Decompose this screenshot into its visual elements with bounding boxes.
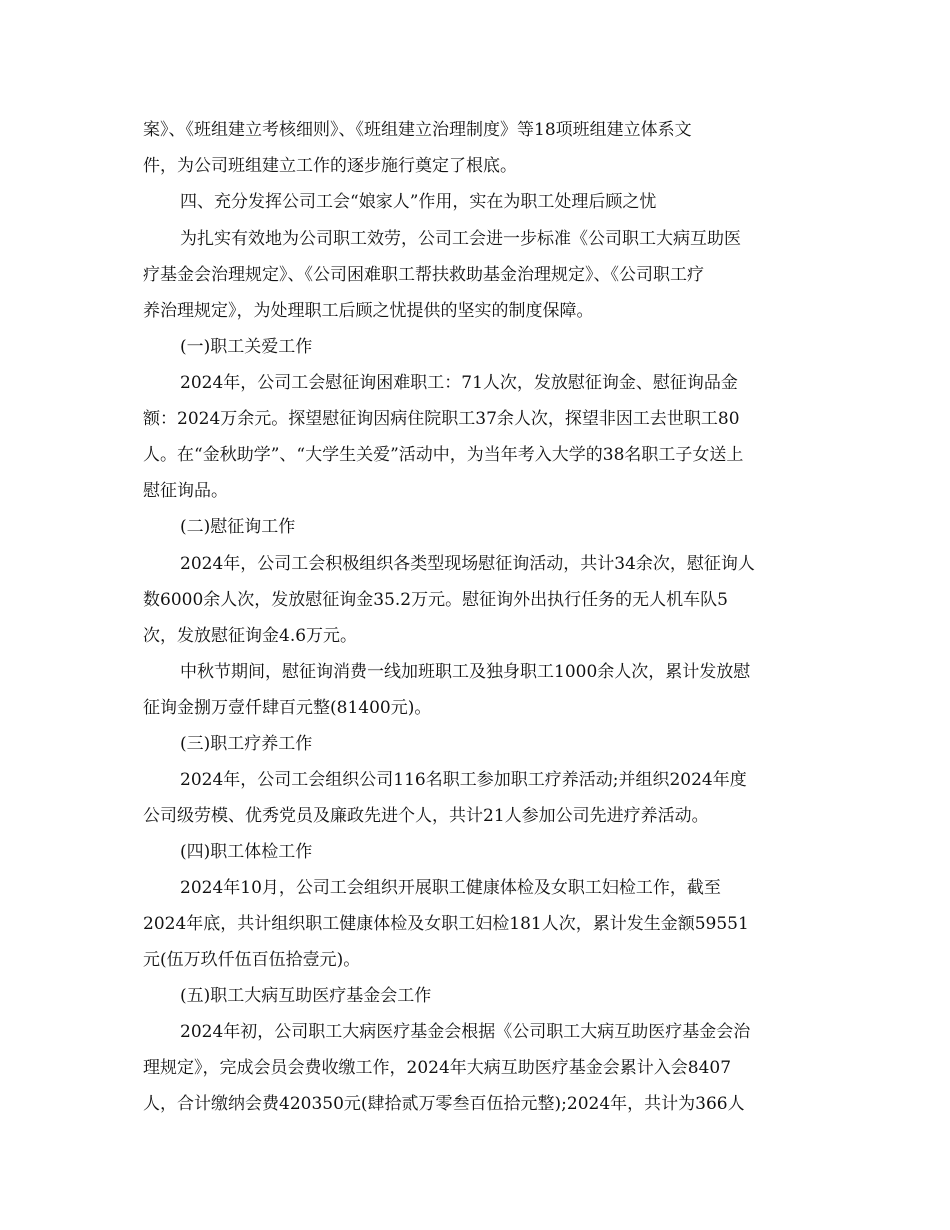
text-line [0,437,950,473]
text-line [0,1014,950,1050]
subsection-heading [0,509,950,545]
text-line [0,473,950,509]
line-text: 养治理规定》，为处理职工后顾之忧提供的坚实的制度保障。 [143,301,594,321]
heading-text: (三)职工疗养工作 [180,734,313,754]
text-line [0,1086,950,1122]
line-text: 2024年底，共计组织职工健康体检及女职工妇检181人次，累计发生金额59551 [143,914,749,934]
section-heading [0,184,950,220]
text-line [0,257,950,293]
text-line [0,365,950,401]
line-text: 2024年，公司工会组织公司116名职工参加职工疗养活动;并组织2024年度 [180,770,747,790]
text-line [0,1050,950,1086]
line-text: 2024年初，公司职工大病医疗基金会根据《公司职工大病互助医疗基金会治 [180,1022,751,1042]
text-line [0,654,950,690]
heading-text: (一)职工关爱工作 [180,337,313,357]
line-text: 2024年，公司工会积极组织各类型现场慰征询活动，共计34余次，慰征询人 [180,554,755,574]
line-text: 2024年，公司工会慰征询困难职工：71人次，发放慰征询金、慰征询品金 [180,373,738,393]
line-text: 额：2024万余元。探望慰征询因病住院职工37余人次，探望非因工去世职工80 [143,409,740,429]
line-text: 次，发放慰征询金4.6万元。 [143,626,358,646]
text-line [0,762,950,798]
text-line [0,906,950,942]
text-line [0,546,950,582]
text-line [0,582,950,618]
text-line [0,690,950,726]
line-text: 人。在“金秋助学”、“大学生关爱”活动中，为当年考入大学的38名职工子女送上 [143,445,744,465]
subsection-heading [0,834,950,870]
line-text: 疗基金会治理规定》、《公司困难职工帮扶救助基金治理规定》、《公司职工疗 [143,265,704,285]
line-text: 征询金捌万壹仟肆百元整(81400元)。 [143,698,432,718]
heading-text: 四、充分发挥公司工会“娘家人”作用，实在为职工处理后顾之忧 [180,192,657,212]
heading-text: (二)慰征询工作 [180,517,296,537]
text-line [0,221,950,257]
heading-text: (四)职工体检工作 [180,842,313,862]
line-text: 中秋节期间，慰征询消费一线加班职工及独身职工1000余人次，累计发放慰 [180,662,751,682]
text-line [0,870,950,906]
line-text: 数6000余人次，发放慰征询金35.2万元。慰征询外出执行任务的无人机车队5 [143,590,728,610]
line-text: 2024年10月，公司工会组织开展职工健康体检及女职工妇检工作，截至 [180,878,721,898]
text-line [0,112,950,148]
text-line [0,942,950,978]
text-line [0,798,950,834]
subsection-heading [0,329,950,365]
line-text: 为扎实有效地为公司职工效劳，公司工会进一步标准《公司职工大病互助医 [180,229,741,249]
text-line [0,401,950,437]
text-line [0,293,950,329]
text-line [0,148,950,184]
line-text: 理规定》，完成会员会费收缴工作，2024年大病互助医疗基金会累计入会8407 [143,1058,732,1078]
subsection-heading [0,726,950,762]
line-text: 案》、《班组建立考核细则》、《班组建立治理制度》等18项班组建立体系文 [143,120,692,140]
subsection-heading [0,978,950,1014]
text-line [0,618,950,654]
line-text: 件，为公司班组建立工作的逐步施行奠定了根底。 [143,156,517,176]
line-text: 公司级劳模、优秀党员及廉政先进个人，共计21人参加公司先进疗养活动。 [143,806,709,826]
line-text: 慰征询品。 [143,481,228,501]
line-text: 元(伍万玖仟伍百伍拾壹元)。 [143,950,361,970]
line-text: 人，合计缴纳会费420350元(肆拾贰万零叁百伍拾元整);2024年，共计为366人 [143,1094,745,1114]
heading-text: (五)职工大病互助医疗基金会工作 [180,986,432,1006]
